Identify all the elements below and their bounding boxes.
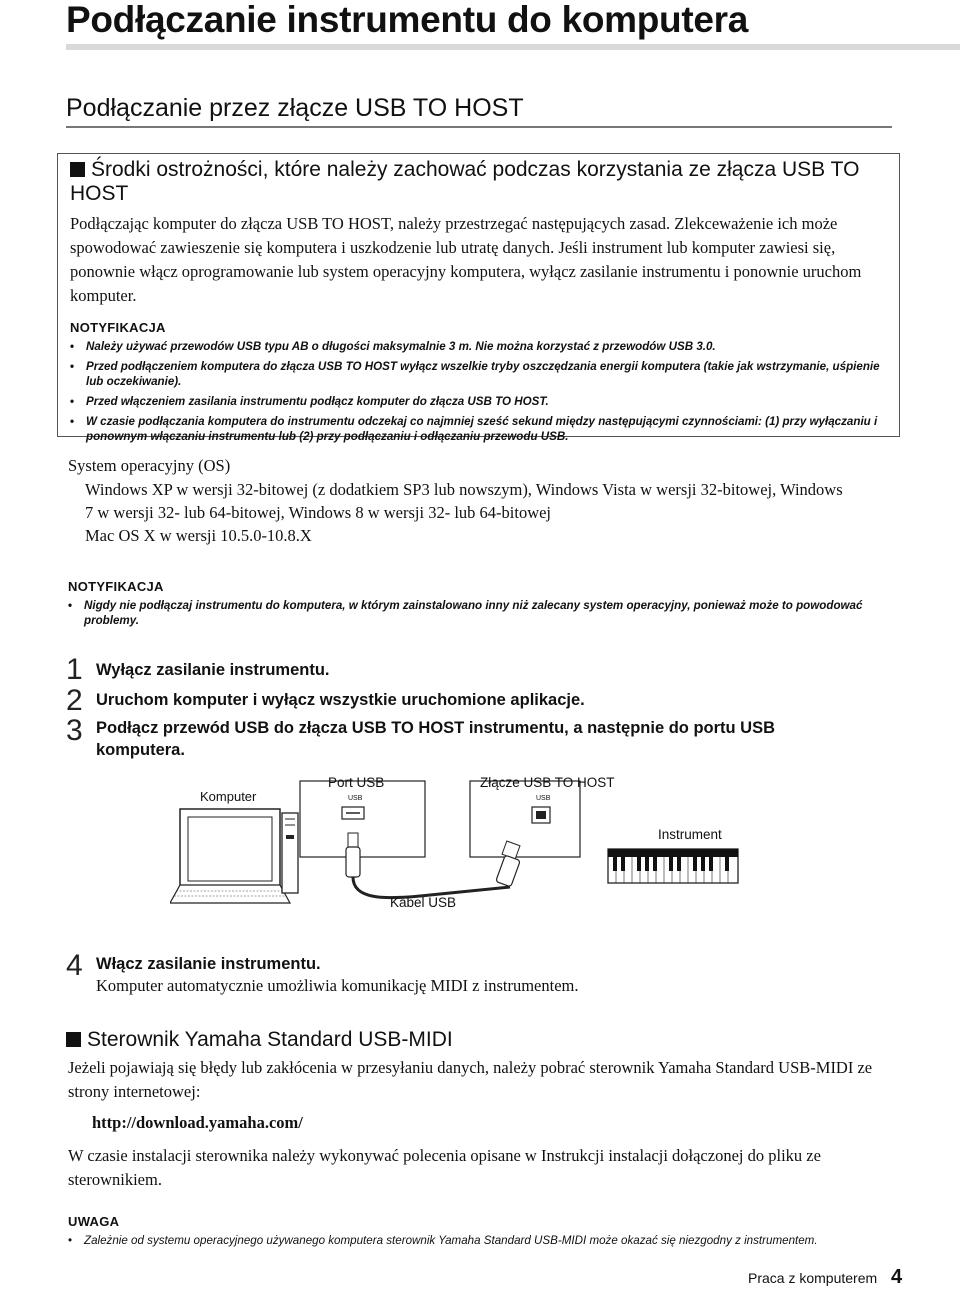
instrument-icon [608,849,738,883]
os-heading: System operacyjny (OS) [68,456,231,475]
os-notice-label: NOTYFIKACJA [68,579,164,594]
precautions-body: Podłączając komputer do złącza USB TO HOST, należy przestrzegać następujących zasad. Zlekceważenie ich może spowodować zawieszenie się komputera i uszkodzenie lub utratę danych. Jeśli instrument lub komputer zawiesi się, ponownie włącz oprogramowanie lub system operacyjny komputera, wyłącz zasilanie instrumentu i ponownie uruchom komputer. [70,214,862,305]
section-title: Podłączanie przez złącze USB TO HOST [66,94,524,122]
square-bullet-icon [70,162,85,177]
note-label: UWAGA [68,1214,120,1229]
page-title: Podłączanie instrumentu do komputera [66,0,749,40]
usb-to-host-panel-icon [470,781,580,857]
step-text: Podłącz przewód USB do złącza USB TO HOST instrumentu, a następnie do portu USB komputera. [96,719,776,759]
note-list [68,1233,928,1253]
step-number: 4 [66,949,83,982]
step-number: 3 [66,714,83,747]
driver-body: Jeżeli pojawiają się błędy lub zakłócenia w przesyłaniu danych, należy pobrać sterownik Yamaha Standard USB-MIDI ze strony internetowej: [68,1058,873,1101]
computer-label: Komputer [200,789,257,804]
os-line-mac: Mac OS X w wersji 10.5.0-10.8.X [85,526,312,545]
os-lines [85,478,845,547]
notice-item: • Nigdy nie podłączaj instrumentu do komputera, w którym zainstalowano inny niż zalecany system operacyjny, ponieważ może to powodować problemy. [68,598,898,628]
computer-icon [170,809,298,903]
instrument-label: Instrument [658,827,722,842]
footer-label: Praca z komputerem [748,1270,878,1286]
usb-to-host-label: Złącze USB TO HOST [480,775,615,790]
section-rule [66,126,892,128]
title-rule [66,44,960,50]
precautions-notice-label: NOTYFIKACJA [70,320,166,335]
step-description: Komputer automatycznie umożliwia komunikację MIDI z instrumentem. [96,976,579,995]
driver-url[interactable]: http://download.yamaha.com/ [92,1113,303,1132]
notice-item: • W czasie podłączania komputera do instrumentu odczekaj co najmniej sześć sekund między następującymi czynnościami: (1) przy wyłączaniu i ponownym włączaniu instrumentu lub (2) przy podłączaniu i odłączaniu przewodu USB. [70,414,892,444]
connection-diagram [170,775,740,920]
precautions-title-text: Środki ostrożności, które należy zachować podczas korzystania ze złącza USB TO HOST [70,158,860,205]
usb-port-panel-icon [300,781,425,857]
cable-label: Kabel USB [390,895,457,910]
port-tag-a: USB [348,795,363,802]
step-number: 2 [66,684,83,717]
precautions-notice-list [70,339,892,449]
usb-port-label: Port USB [328,775,385,790]
step-text: Uruchom komputer i wyłącz wszystkie uruchomione aplikacje. [96,691,585,709]
note-item: • Zależnie od systemu operacyjnego używanego komputera sterownik Yamaha Standard USB-MIDI może okazać się niezgodny z instrumentem. [68,1233,928,1248]
page-number: 4 [891,1266,903,1288]
notice-item: • Przed włączeniem zasilania instrumentu podłącz komputer do złącza USB TO HOST. [70,394,892,409]
driver-title-text: Sterownik Yamaha Standard USB-MIDI [87,1028,453,1051]
notice-item: • Przed podłączeniem komputera do złącza USB TO HOST wyłącz wszelkie tryby oszczędzania energii komputera (takie jak wstrzymanie, uśpienie lub oczekiwanie). [70,359,892,389]
step-text: Wyłącz zasilanie instrumentu. [96,661,330,679]
notice-item: • Należy używać przewodów USB typu AB o długości maksymalnie 3 m. Nie można korzystać z przewodów USB 3.0. [70,339,892,354]
driver-title [66,1028,453,1052]
os-notice-list [68,598,898,633]
driver-install-text: W czasie instalacji sterownika należy wykonywać polecenia opisane w Instrukcji instalacji dołączonej do pliku ze sterownikiem. [68,1146,821,1189]
square-bullet-icon [66,1032,81,1047]
port-tag-b: USB [536,795,551,802]
precautions-title [70,158,890,206]
step-text: Włącz zasilanie instrumentu. [96,955,321,973]
os-line-windows: Windows XP w wersji 32-bitowej (z dodatkiem SP3 lub nowszym), Windows Vista w wersji 32-bitowej, Windows 7 w wersji 32- lub 64-bitowej, Windows 8 w wersji 32- lub 64-bitowej [85,480,843,522]
step-number: 1 [66,653,83,686]
